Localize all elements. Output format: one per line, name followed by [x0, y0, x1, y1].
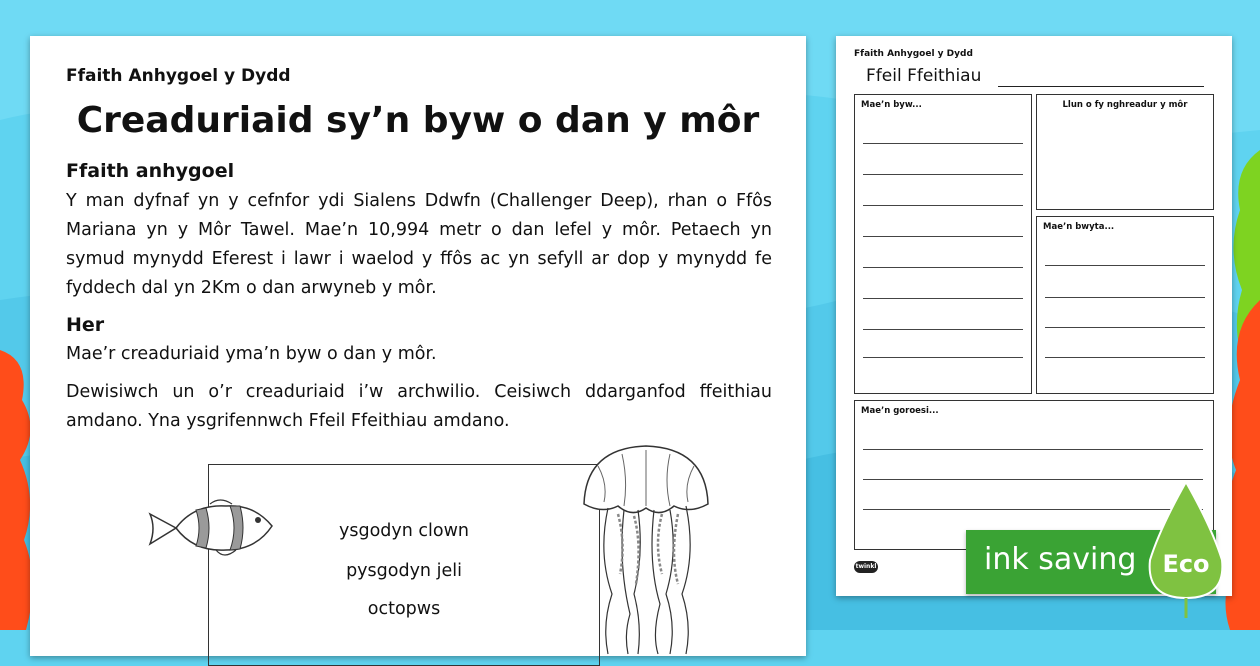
challenge-paragraph-2: Dewisiwch un o’r creaduriaid i’w archwilio. Ceisiwch ddarganfod ffeithiau amdano. Yna ysgrifennwch Ffeil Ffeithiau amdano.	[66, 382, 772, 431]
eats-box	[1036, 216, 1214, 394]
writing-line	[863, 357, 1023, 358]
lives-label: Mae’n byw...	[861, 100, 922, 110]
writing-line	[1045, 327, 1205, 328]
title-underline	[998, 86, 1204, 87]
ink-saving-label: ink saving	[984, 542, 1137, 577]
writing-line	[863, 174, 1023, 175]
challenge-heading: Her	[66, 314, 105, 336]
sheet-kicker: Ffaith Anhygoel y Dydd	[66, 66, 291, 86]
creature-word: octopws	[367, 599, 441, 619]
fact-file-title: Ffeil Ffeithiau	[866, 66, 982, 86]
writing-line	[1045, 297, 1205, 298]
writing-line	[863, 267, 1023, 268]
picture-box	[1036, 94, 1214, 210]
fact-of-the-day-sheet	[30, 36, 806, 656]
writing-line	[863, 329, 1023, 330]
writing-line	[1045, 265, 1205, 266]
writing-line	[863, 205, 1023, 206]
writing-line	[863, 143, 1023, 144]
survives-label: Mae’n goroesi...	[861, 406, 939, 416]
writing-line	[1045, 357, 1205, 358]
lives-box	[854, 94, 1032, 394]
writing-line	[863, 449, 1203, 450]
fact-paragraph: Y man dyfnaf yn y cefnfor ydi Sialens Ddwfn (Challenger Deep), rhan o Ffôs Mariana yn y Môr Tawel. Mae’n 10,994 metr o dan lefel y môr. Petaech yn symud mynydd Eferest i lawr i waelod y ffôs ac yn sefyll ar dop y mynydd fe fyddech dal yn 2Km o dan arwyneb y môr.	[66, 191, 772, 298]
twinkl-logo: twinkl	[854, 561, 878, 573]
eco-drop-icon	[1146, 480, 1226, 620]
writing-line	[863, 236, 1023, 237]
creature-word-box	[208, 464, 600, 666]
eats-label: Mae’n bwyta...	[1043, 222, 1115, 232]
fact-file-kicker: Ffaith Anhygoel y Dydd	[854, 49, 973, 59]
picture-label: Llun o fy nghreadur y môr	[1062, 100, 1188, 110]
clownfish-illustration	[146, 496, 278, 560]
challenge-paragraph-1: Mae’r creaduriaid yma’n byw o dan y môr.	[66, 344, 437, 364]
eco-label: Eco	[1162, 550, 1210, 578]
jellyfish-illustration	[578, 444, 714, 656]
fact-heading: Ffaith anhygoel	[66, 160, 235, 182]
writing-line	[863, 298, 1023, 299]
creature-word: ysgodyn clown	[338, 521, 469, 541]
page-title: Creaduriaid sy’n byw o dan y môr	[76, 100, 760, 141]
creature-word: pysgodyn jeli	[346, 561, 462, 581]
